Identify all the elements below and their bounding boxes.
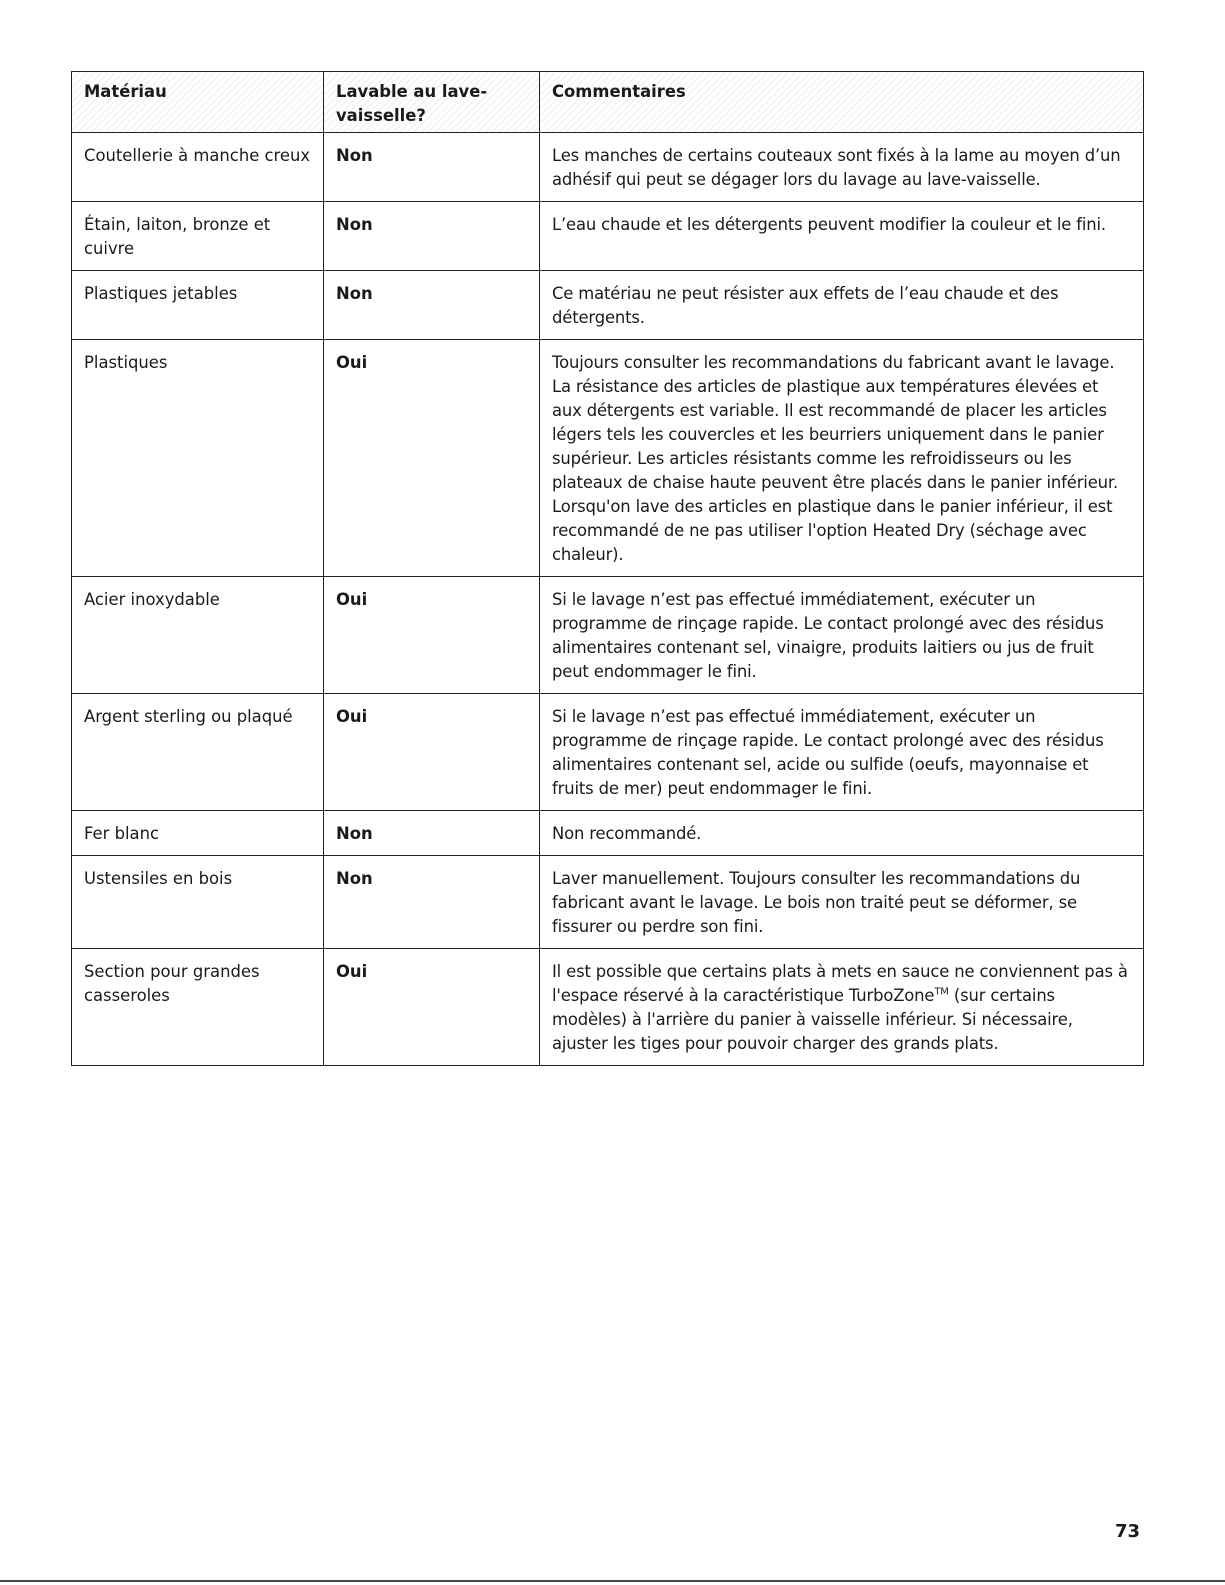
material-cell: Étain, laiton, bronze et cuivre	[72, 202, 324, 271]
washable-cell: Non	[324, 811, 540, 856]
comment-cell	[540, 949, 1144, 1066]
comment-cell: Toujours consulter les recommandations du fabricant avant le lavage. La résistance des articles de plastique aux températures élevées et aux détergents est variable. Il est recommandé de placer les articles légers tels les couvercles et les beurriers uniquement dans le panier supérieur. Les articles résistants comme les refroidisseurs ou les plateaux de chaise haute peuvent être placés dans le panier inférieur. Lorsqu'on lave des articles en plastique dans le panier inférieur, il est recommandé de ne pas utiliser l'option Heated Dry (séchage avec chaleur).	[540, 340, 1144, 577]
material-care-table	[71, 71, 1144, 1066]
page-bottom-rule	[0, 1580, 1225, 1582]
table-header-row	[72, 72, 1144, 133]
comment-cell: L’eau chaude et les détergents peuvent modifier la couleur et le fini.	[540, 202, 1144, 271]
material-cell: Argent sterling ou plaqué	[72, 694, 324, 811]
material-cell: Section pour grandes casseroles	[72, 949, 324, 1066]
table-row	[72, 577, 1144, 694]
comment-text-after-trademark: (sur certains modèles) à l'arrière du panier à vaisselle inférieur. Si nécessaire, ajuster les tiges pour pouvoir charger des grands plats.	[552, 986, 1073, 1053]
comment-cell: Si le lavage n’est pas effectué immédiatement, exécuter un programme de rinçage rapide. Le contact prolongé avec des résidus alimentaires contenant sel, acide ou sulfide (oeufs, mayonnaise et fruits de mer) peut endommager le fini.	[540, 694, 1144, 811]
table-row	[72, 271, 1144, 340]
comment-text-before-trademark: Il est possible que certains plats à mets en sauce ne conviennent pas à l'espace réservé à la caractéristique TurboZone	[552, 962, 1128, 1005]
material-cell: Fer blanc	[72, 811, 324, 856]
washable-cell: Oui	[324, 949, 540, 1066]
header-material: Matériau	[72, 72, 324, 133]
table-row	[72, 340, 1144, 577]
material-cell: Acier inoxydable	[72, 577, 324, 694]
washable-cell: Non	[324, 856, 540, 949]
table-row	[72, 694, 1144, 811]
washable-cell: Oui	[324, 694, 540, 811]
washable-cell: Oui	[324, 577, 540, 694]
table-row	[72, 202, 1144, 271]
washable-cell: Non	[324, 202, 540, 271]
comment-cell: Ce matériau ne peut résister aux effets de l’eau chaude et des détergents.	[540, 271, 1144, 340]
comment-cell: Les manches de certains couteaux sont fixés à la lame au moyen d’un adhésif qui peut se dégager lors du lavage au lave-vaisselle.	[540, 133, 1144, 202]
table-row	[72, 949, 1144, 1066]
washable-cell: Non	[324, 133, 540, 202]
washable-cell: Non	[324, 271, 540, 340]
material-cell: Plastiques jetables	[72, 271, 324, 340]
material-cell: Coutellerie à manche creux	[72, 133, 324, 202]
comment-cell: Laver manuellement. Toujours consulter les recommandations du fabricant avant le lavage. Le bois non traité peut se déformer, se fissurer ou perdre son fini.	[540, 856, 1144, 949]
page-number: 73	[1115, 1521, 1141, 1542]
comment-cell: Non recommandé.	[540, 811, 1144, 856]
table-row	[72, 856, 1144, 949]
header-comments: Commentaires	[540, 72, 1144, 133]
trademark-symbol: TM	[934, 986, 949, 998]
comment-cell: Si le lavage n’est pas effectué immédiatement, exécuter un programme de rinçage rapide. Le contact prolongé avec des résidus alimentaires contenant sel, vinaigre, produits laitiers ou jus de fruit peut endommager le fini.	[540, 577, 1144, 694]
table-row	[72, 133, 1144, 202]
washable-cell: Oui	[324, 340, 540, 577]
header-washable: Lavable au lave-vaisselle?	[324, 72, 540, 133]
material-cell: Plastiques	[72, 340, 324, 577]
material-cell: Ustensiles en bois	[72, 856, 324, 949]
table-row	[72, 811, 1144, 856]
